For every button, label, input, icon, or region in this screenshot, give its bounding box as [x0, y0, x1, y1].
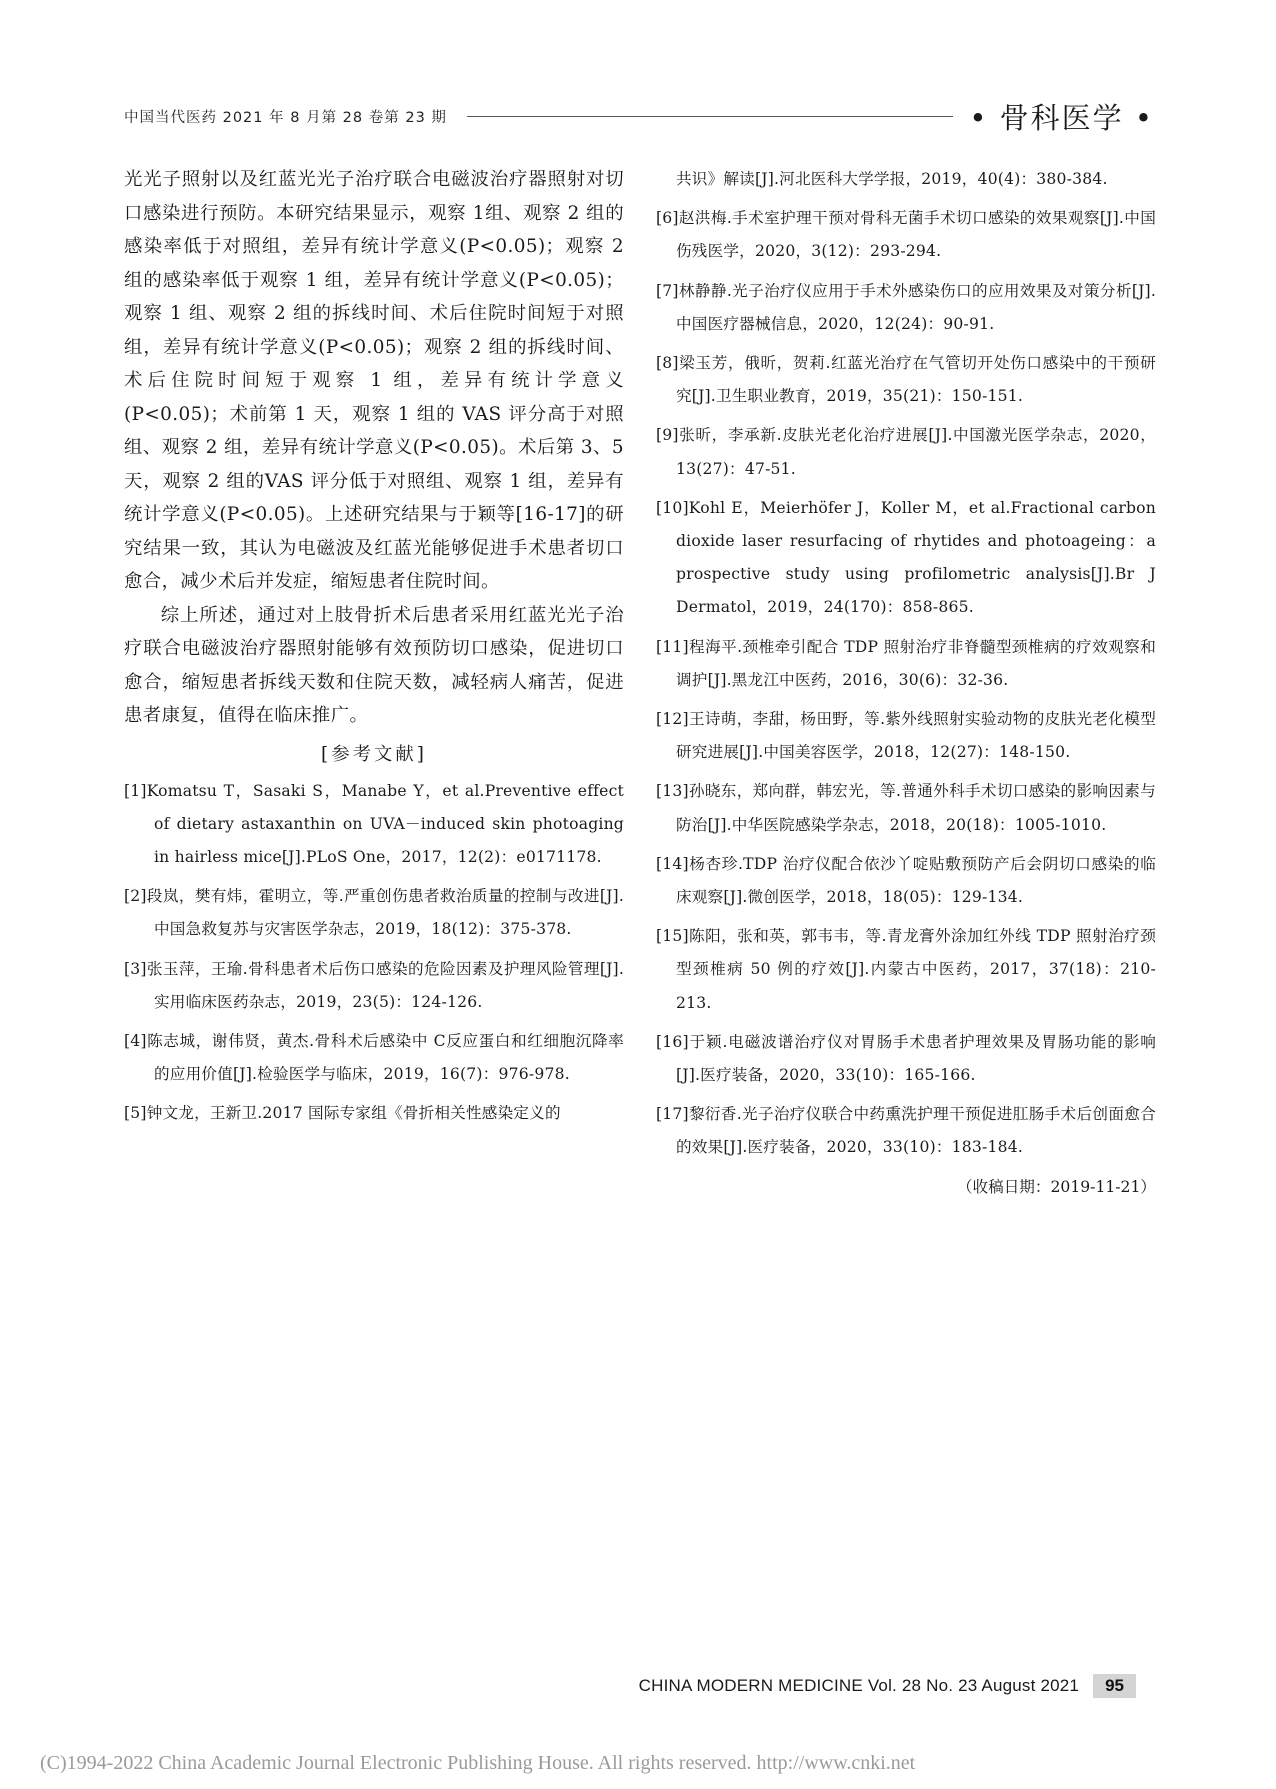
reference-item: [12]王诗萌，李甜，杨田野，等.紫外线照射实验动物的皮肤光老化模型研究进展[J].中国美容医学，2018，12(27)：148-150. [656, 710, 1156, 762]
header-section-title: • 骨科医学 • [969, 100, 1154, 135]
reference-item: [4]陈志城，谢伟贤，黄杰.骨科术后感染中 C反应蛋白和红细胞沉降率的应用价值[J].检验医学与临床，2019，16(7)：976-978. [124, 1031, 624, 1084]
left-column [124, 163, 624, 1137]
copyright-watermark: (C)1994-2022 China Academic Journal Electronic Publishing House. All rights reserved. http://www.cnki.net [40, 1752, 916, 1774]
body-paragraph: 光光子照射以及红蓝光光子治疗联合电磁波治疗器照射对切口感染进行预防。本研究结果显示，观察 1组、观察 2 组的感染率低于对照组，差异有统计学意义(P<0.05)；观察 2 组的感染率低于观察 1 组，差异有统计学意义(P<0.05)；观察 1 组、观察 2 组的拆线时间、术后住院时间短于对照组，差异有统计学意义(P<0.05)；观察 2 组的拆线时间、术后住院时间短于观察 1 组，差异有统计学意义(P<0.05)；术前第 1 天，观察 1 组的 VAS 评分高于对照组、观察 2 组，差异有统计学意义(P<0.05)。术后第 3、5 天，观察 2 组的VAS 评分低于对照组、观察 1 组，差异有统计学意义(P<0.05)。上述研究结果与于颖等[16-17]的研究结果一致，其认为电磁波及红蓝光能够促进手术患者切口愈合，减少术后并发症，缩短患者住院时间。 [124, 169, 624, 592]
running-footer [636, 1671, 1136, 1701]
body-paragraph: 综上所述，通过对上肢骨折术后患者采用红蓝光光子治疗联合电磁波治疗器照射能够有效预防切口感染，促进切口愈合，缩短患者拆线天数和住院天数，减轻病人痛苦，促进患者康复，值得在临床推广。 [124, 604, 624, 726]
right-column [656, 163, 1156, 1204]
reference-item: [8]梁玉芳，俄昕，贺莉.红蓝光治疗在气管切开处伤口感染中的干预研究[J].卫生职业教育，2019，35(21)：150-151. [656, 354, 1156, 406]
reference-item: [9]张昕，李承新.皮肤光老化治疗进展[J].中国激光医学杂志，2020，13(27)：47-51. [656, 426, 1156, 478]
reference-item: [2]段岚，樊有炜，霍明立，等.严重创伤患者救治质量的控制与改进[J].中国急救复苏与灾害医学杂志，2019，18(12)：375-378. [124, 887, 624, 939]
reference-item: [5]钟文龙，王新卫.2017 国际专家组《骨折相关性感染定义的 [124, 1104, 561, 1123]
reference-item: [11]程海平.颈椎牵引配合 TDP 照射治疗非脊髓型颈椎病的疗效观察和调护[J].黑龙江中医药，2016，30(6)：32-36. [656, 637, 1156, 689]
reference-item: [13]孙晓东，郑向群，韩宏光，等.普通外科手术切口感染的影响因素与防治[J].中华医院感染学杂志，2018，20(18)：1005-1010. [656, 782, 1156, 834]
reference-item: [7]林静静.光子治疗仪应用于手术外感染伤口的应用效果及对策分析[J].中国医疗器械信息，2020，12(24)：90-91. [656, 281, 1156, 333]
reference-item: [6]赵洪梅.手术室护理干预对骨科无菌手术切口感染的效果观察[J].中国伤残医学，2020，3(12)：293-294. [656, 209, 1156, 261]
reference-item: [14]杨杏珍.TDP 治疗仪配合依沙丫啶贴敷预防产后会阴切口感染的临床观察[J].微创医学，2018，18(05)：129-134. [656, 854, 1156, 907]
footer-journal-en: CHINA MODERN MEDICINE Vol. 28 No. 23 August 2021 [638, 1676, 1080, 1695]
header-journal-info: 中国当代医药 2021 年 8 月第 28 卷第 23 期 [124, 109, 447, 126]
page-number: 95 [1093, 1674, 1136, 1698]
header-rule [467, 116, 953, 117]
reference-item: [10]Kohl E，Meierhöfer J，Koller M，et al.Fractional carbon dioxide laser resurfacing of rhytides and photoageing：a prospective study using profilometric analysis[J].Br J Dermatol，2019，24(170)：858-865. [656, 498, 1156, 617]
references-heading: [参考文献] [321, 743, 427, 765]
reference-item: [17]黎衍香.光子治疗仪联合中药熏洗护理干预促进肛肠手术后创面愈合的效果[J].医疗装备，2020，33(10)：183-184. [656, 1105, 1156, 1157]
reference-item: [16]于颖.电磁波谱治疗仪对胃肠手术患者护理效果及胃肠功能的影响[J].医疗装备，2020，33(10)：165-166. [656, 1032, 1156, 1085]
running-header [124, 96, 1154, 136]
reference-item: [1]Komatsu T，Sasaki S，Manabe Y，et al.Preventive effect of dietary astaxanthin on UVA－induced skin photoaging in hairless mice[J].PLoS One，2017，12(2)：e0171178. [124, 781, 624, 866]
reference-item: [15]陈阳，张和英，郭韦韦，等.青龙膏外涂加红外线 TDP 照射治疗颈型颈椎病 50 例的疗效[J].内蒙古中医药，2017，37(18)：210-213. [656, 927, 1156, 1012]
reference-item: [3]张玉萍，王瑜.骨科患者术后伤口感染的危险因素及护理风险管理[J].实用临床医药杂志，2019，23(5)：124-126. [124, 959, 624, 1011]
received-date: （收稿日期：2019-11-21） [956, 1177, 1156, 1196]
reference-item-continued: 共识》解读[J].河北医科大学学报，2019，40(4)：380-384. [676, 170, 1108, 188]
